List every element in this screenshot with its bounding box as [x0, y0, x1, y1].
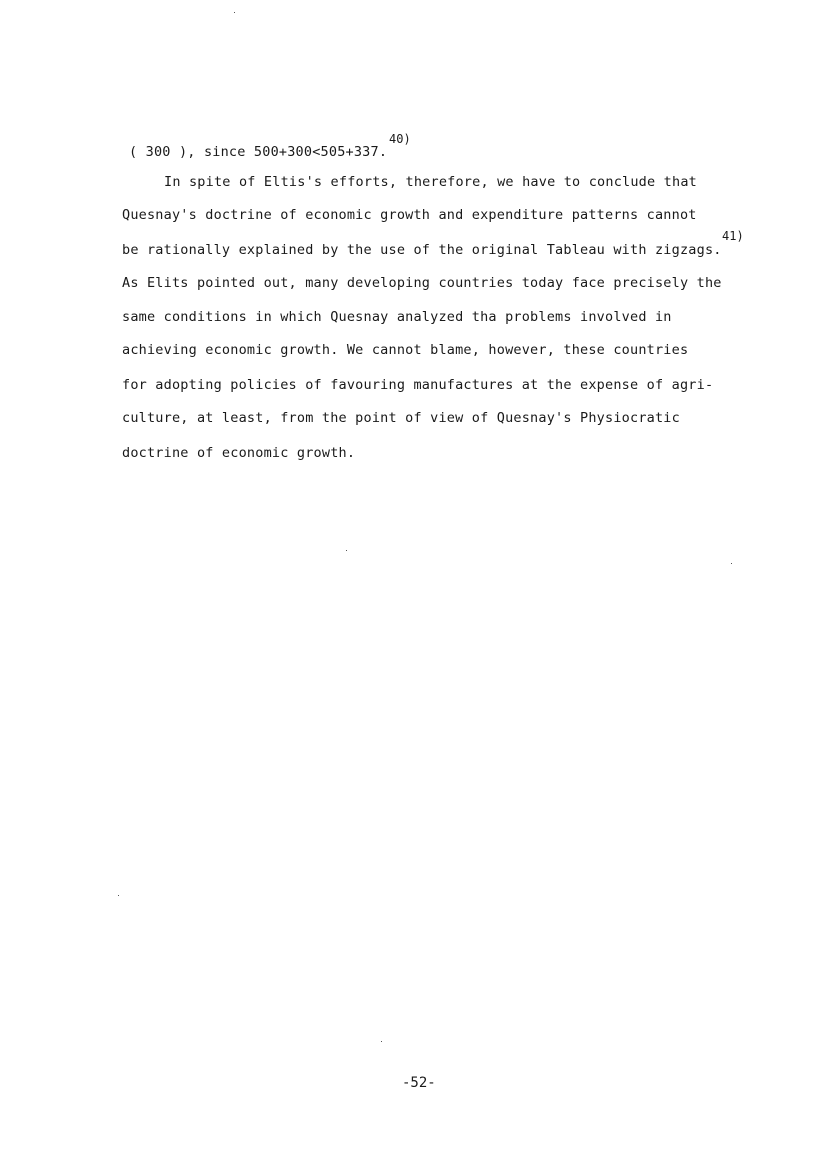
- page-number: -52-: [402, 1075, 436, 1091]
- text-line: for adopting policies of favouring manufactures at the expense of agri-: [122, 377, 714, 393]
- footnote-marker: 40): [389, 132, 411, 146]
- scan-speck: [118, 895, 119, 896]
- footnote-marker: 41): [722, 229, 744, 243]
- scan-speck: [381, 1041, 382, 1042]
- text-line: be rationally explained by the use of the original Tableau with zigzags.: [122, 242, 722, 258]
- scan-speck: [731, 563, 732, 564]
- text-line: As Elits pointed out, many developing countries today face precisely the: [122, 275, 722, 291]
- text-line: Quesnay's doctrine of economic growth and expenditure patterns cannot: [122, 207, 697, 223]
- paragraph-first-line: In spite of Eltis's efforts, therefore, we have to conclude that: [164, 174, 697, 190]
- text-line: culture, at least, from the point of view of Quesnay's Physiocratic: [122, 410, 680, 426]
- text-line: achieving economic growth. We cannot blame, however, these countries: [122, 342, 689, 358]
- text-line: same conditions in which Quesnay analyzed tha problems involved in: [122, 309, 672, 325]
- text-line: doctrine of economic growth.: [122, 445, 356, 461]
- scan-speck: [346, 550, 347, 551]
- text-line: ( 300 ), since 500+300<505+337.: [129, 144, 388, 160]
- scan-speck: [234, 12, 235, 13]
